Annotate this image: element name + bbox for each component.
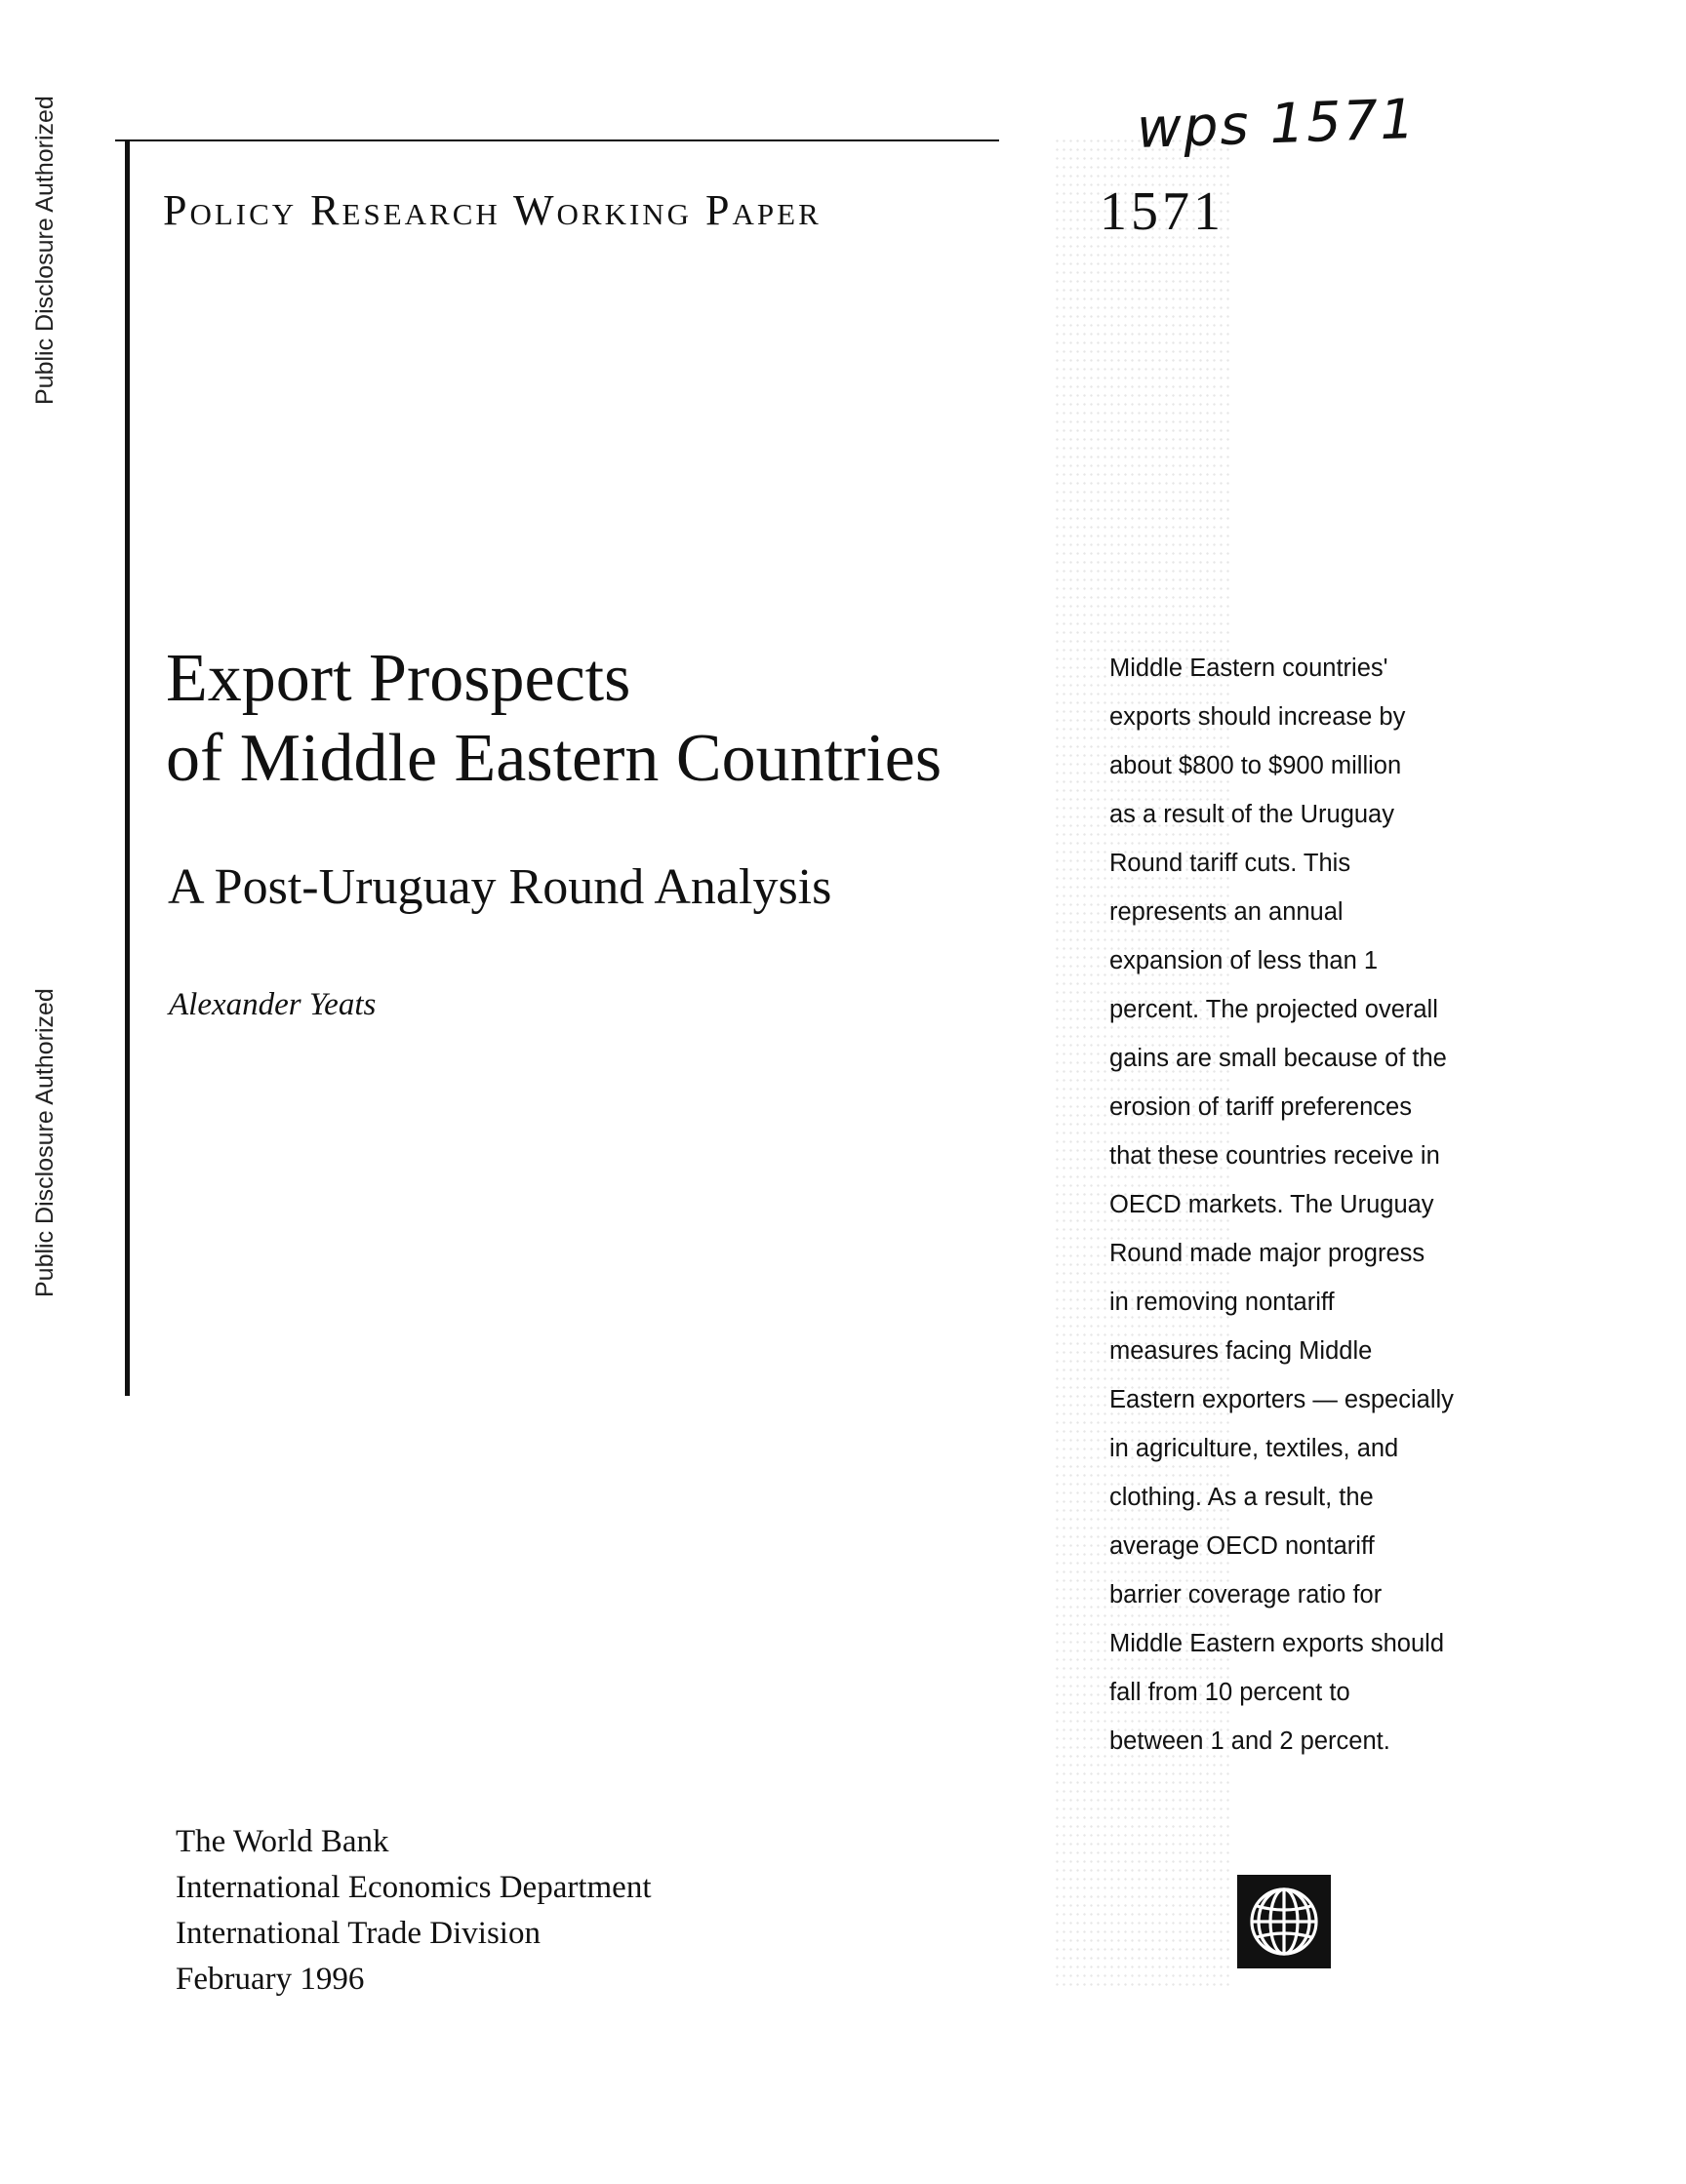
abstract-line: exports should increase by — [1109, 703, 1406, 731]
publication-date: February 1996 — [176, 1962, 365, 1997]
paper-number: 1571 — [1100, 181, 1224, 242]
abstract-summary — [1109, 644, 1519, 1766]
abstract-line: gains are small because of the — [1109, 1045, 1447, 1072]
publisher-block — [176, 1819, 652, 2003]
abstract-line: in removing nontariff — [1109, 1289, 1335, 1316]
abstract-line: about $800 to $900 million — [1109, 752, 1402, 779]
abstract-line: fall from 10 percent to — [1109, 1679, 1350, 1706]
title-line-1: Export Prospects — [166, 641, 631, 716]
paper-subtitle: A Post-Uruguay Round Analysis — [168, 859, 832, 915]
abstract-line: between 1 and 2 percent. — [1109, 1727, 1390, 1755]
abstract-line: as a result of the Uruguay — [1109, 801, 1394, 828]
publisher-division: International Trade Division — [176, 1916, 541, 1951]
abstract-line: barrier coverage ratio for — [1109, 1581, 1383, 1608]
abstract-line: Eastern exporters — especially — [1109, 1386, 1454, 1413]
abstract-line: average OECD nontariff — [1109, 1532, 1375, 1560]
paper-title — [166, 639, 942, 799]
publisher-org: The World Bank — [176, 1824, 389, 1859]
abstract-line: clothing. As a result, the — [1109, 1484, 1374, 1511]
abstract-line: Middle Eastern countries' — [1109, 655, 1388, 682]
world-bank-globe-icon — [1237, 1875, 1331, 1968]
publisher-department: International Economics Department — [176, 1870, 652, 1905]
series-title: Policy Research Working Paper — [163, 186, 822, 234]
author-name: Alexander Yeats — [169, 987, 377, 1022]
abstract-line: erosion of tariff preferences — [1109, 1093, 1412, 1121]
top-rule — [115, 139, 999, 141]
disclosure-label-top: Public Disclosure Authorized — [31, 96, 59, 405]
title-line-2: of Middle Eastern Countries — [166, 721, 943, 796]
abstract-line: Round tariff cuts. This — [1109, 850, 1351, 877]
abstract-line: expansion of less than 1 — [1109, 947, 1379, 974]
abstract-line: that these countries receive in — [1109, 1142, 1440, 1170]
left-rule — [125, 139, 130, 1396]
abstract-line: Round made major progress — [1109, 1240, 1425, 1267]
abstract-line: in agriculture, textiles, and — [1109, 1435, 1399, 1462]
abstract-line: measures facing Middle — [1109, 1337, 1373, 1365]
disclosure-label-bottom: Public Disclosure Authorized — [31, 988, 59, 1297]
abstract-line: percent. The projected overall — [1109, 996, 1438, 1023]
abstract-line: represents an annual — [1109, 898, 1344, 926]
abstract-line: Middle Eastern exports should — [1109, 1630, 1445, 1657]
abstract-line: OECD markets. The Uruguay — [1109, 1191, 1434, 1218]
handwritten-note: wps 1571 — [1135, 88, 1418, 161]
